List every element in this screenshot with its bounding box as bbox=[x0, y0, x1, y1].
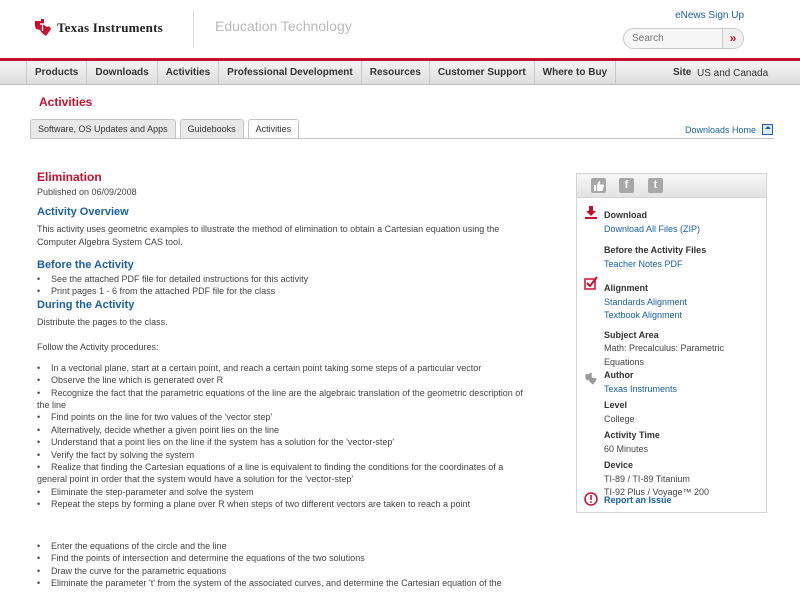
list-item: • Repeat the steps by forming a plane over R when steps of two different vectors are taken to reach a point bbox=[37, 498, 535, 510]
activity-sidebar bbox=[576, 173, 767, 513]
main-nav bbox=[0, 58, 800, 85]
list-item: • Eliminate the parameter 't' from the system of the associated curves, and determine the Cartesian equation of the bbox=[37, 577, 535, 589]
like-icon[interactable] bbox=[591, 178, 606, 193]
tab-divider bbox=[30, 138, 774, 139]
report-issue-link[interactable] bbox=[604, 494, 672, 508]
nav-item-professional-development[interactable]: Professional Development bbox=[219, 61, 362, 85]
author-link[interactable]: Texas Instruments bbox=[604, 383, 678, 394]
list-item: • Alternatively, decide whether a given point lies on the line bbox=[37, 424, 535, 436]
brand-name: Texas Instruments bbox=[57, 20, 163, 35]
level-heading: Level bbox=[604, 400, 628, 410]
list-item: • Print pages 1 - 6 from the attached PDF file for the class bbox=[37, 285, 535, 297]
device-item: TI-92 Plus / Voyage™ 200 bbox=[604, 487, 710, 497]
list-item: • Realize that finding the Cartesian equations of a line is equivalent to finding the conditions for the coordinates of a general point in order that the system would have a solution for the 'vector-step' bbox=[37, 461, 535, 486]
site-header bbox=[0, 0, 800, 58]
list-item: • Enter the equations of the circle and the line bbox=[37, 540, 535, 552]
header-divider bbox=[193, 10, 194, 48]
time-heading: Activity Time bbox=[604, 430, 660, 440]
list-item: • Find points on the line for two values of the 'vector step' bbox=[37, 411, 535, 423]
list-item: • Recognize the fact that the parametric equations of the line are the algebraic translation of the geometric description of the line bbox=[37, 387, 535, 412]
circle-list bbox=[37, 540, 535, 590]
home-icon[interactable] bbox=[762, 124, 773, 135]
ti-logo-icon bbox=[33, 18, 53, 38]
textbook-alignment-link[interactable]: Textbook Alignment bbox=[604, 310, 683, 320]
device-item: TI-89 / TI-89 Titanium bbox=[604, 473, 690, 484]
search-button[interactable]: » bbox=[722, 29, 743, 48]
tab-guidebooks[interactable]: Guidebooks bbox=[180, 119, 244, 138]
site-selector[interactable]: US and Canada bbox=[697, 68, 769, 79]
tab-software[interactable]: Software, OS Updates and Apps bbox=[30, 119, 176, 138]
list-item: • Eliminate the step-parameter and solve the system bbox=[37, 486, 535, 498]
nav-item-where-to-buy[interactable]: Where to Buy bbox=[535, 61, 616, 85]
downloads-home-link[interactable]: Downloads Home bbox=[684, 125, 756, 135]
enews-signup-link[interactable]: eNews Sign Up bbox=[675, 10, 744, 21]
nav-item-customer-support[interactable]: Customer Support bbox=[430, 61, 535, 85]
twitter-icon[interactable]: t bbox=[648, 178, 663, 193]
overview-heading: Activity Overview bbox=[37, 206, 129, 218]
share-bar bbox=[577, 174, 766, 198]
procedure-list bbox=[37, 362, 535, 511]
subject-heading: Subject Area bbox=[604, 329, 659, 340]
published-date: Published on 06/09/2008 bbox=[37, 187, 137, 197]
time-value: 60 Minutes bbox=[604, 443, 649, 454]
download-icon bbox=[584, 205, 598, 219]
nav-item-products[interactable]: Products bbox=[26, 61, 87, 85]
alignment-heading: Alignment bbox=[604, 283, 648, 293]
download-all-link[interactable]: Download All Files (ZIP) bbox=[604, 223, 701, 234]
download-heading: Download bbox=[604, 210, 647, 220]
nav-item-downloads[interactable]: Downloads bbox=[87, 61, 157, 85]
list-item: • Draw the curve for the parametric equations bbox=[37, 565, 535, 577]
nav-item-resources[interactable]: Resources bbox=[362, 61, 430, 85]
subject-value: Math: Precalculus: Parametric Equations bbox=[604, 343, 725, 367]
list-item: • Find the points of intersection and determine the equations of the two solutions bbox=[37, 552, 535, 564]
list-item: • Understand that a point lies on the line if the system has a solution for the 'vector-step' bbox=[37, 436, 535, 448]
search-input[interactable] bbox=[624, 29, 724, 48]
list-item: • See the attached PDF file for detailed instructions for this activity bbox=[37, 273, 535, 285]
tab-activities[interactable]: Activities bbox=[248, 119, 300, 139]
tab-bar bbox=[30, 119, 303, 139]
facebook-icon[interactable]: f bbox=[619, 178, 634, 193]
level-value: College bbox=[604, 413, 635, 424]
section-name: Education Technology bbox=[215, 18, 352, 34]
before-heading: Before the Activity bbox=[37, 259, 134, 271]
nav-item-activities[interactable]: Activities bbox=[158, 61, 219, 85]
site-label: Site bbox=[673, 67, 692, 78]
activity-content bbox=[37, 170, 535, 589]
author-heading: Author bbox=[604, 370, 634, 380]
ti-logo[interactable] bbox=[33, 18, 163, 38]
standards-alignment-link[interactable]: Standards Alignment bbox=[604, 296, 688, 307]
page-title: Activities bbox=[39, 95, 93, 109]
checkbox-icon bbox=[584, 276, 598, 290]
alignment-section bbox=[604, 282, 766, 500]
device-heading: Device bbox=[604, 460, 634, 470]
activity-title: Elimination bbox=[37, 170, 102, 184]
before-list bbox=[37, 273, 535, 298]
overview-text: This activity uses geometric examples to illustrate the method of elimination to obtain a Cartesian equation using the Computer Algebra System CAS tool. bbox=[37, 224, 500, 247]
report-issue-label[interactable]: Report an Issue bbox=[604, 495, 672, 505]
teacher-notes-link[interactable]: Teacher Notes PDF bbox=[604, 258, 683, 269]
list-item: • Verify the fact by solving the system bbox=[37, 449, 535, 461]
before-files-heading: Before the Activity Files bbox=[604, 245, 707, 255]
list-item: • In a vectorial plane, start at a certain point, and reach a certain point taking some steps of a particular vector bbox=[37, 362, 535, 374]
ti-author-icon bbox=[584, 372, 598, 386]
during-heading: During the Activity bbox=[37, 298, 135, 311]
during-intro: Distribute the pages to the class. bbox=[37, 316, 168, 327]
search-box bbox=[623, 28, 744, 49]
list-item: • Observe the line which is generated over R bbox=[37, 374, 535, 386]
during-follow: Follow the Activity procedures: bbox=[37, 341, 159, 352]
alert-icon bbox=[584, 492, 598, 506]
download-section bbox=[604, 209, 706, 271]
